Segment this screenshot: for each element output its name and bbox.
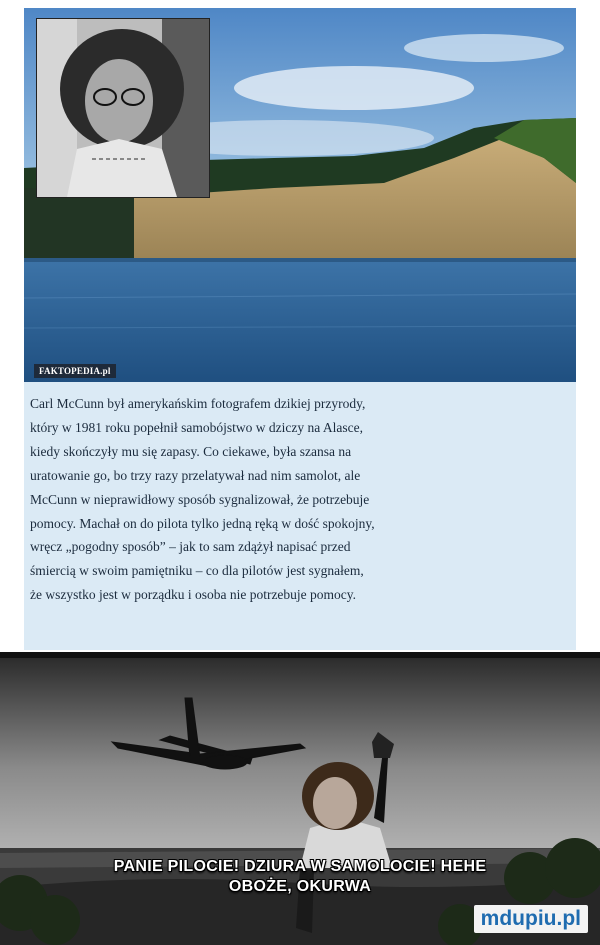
caption-line: wręcz „pogodny sposób” – jak to sam zdążył napisać przed [30,539,351,555]
caption-line: kiedy skończyły mu się zapasy. Co ciekawe, była szansa na [30,443,352,459]
faktopedia-watermark: FAKTOPEDIA.pl [34,364,116,378]
site-logo[interactable]: mdupiu.pl [474,905,588,933]
caption-line: uratowanie go, bo trzy razy przelatywał nad nim samolot, ale [30,467,361,483]
caption-line: który w 1981 roku popełnił samobójstwo w dziczy na Alasce, [30,419,363,435]
alaska-lake-photo [24,8,576,382]
caption-line: że wszystko jest w porządku i osoba nie potrzebuje pomocy. [30,587,357,603]
story-caption [30,392,575,607]
caption-line: McCunn w nieprawidłowy sposób sygnalizował, że potrzebuje [30,491,370,507]
meme-caption-line-1: PANIE PILOCIE! DZIURA W SAMOLOCIE! HEHE [113,858,487,875]
caption-line: śmiercią w swoim pamiętniku – co dla pilotów jest sygnałem, [30,563,364,579]
caption-line: Carl McCunn był amerykańskim fotografem dzikiej przyrody, [30,396,366,411]
carl-mccunn-portrait [36,18,210,198]
meme-scene [0,658,600,945]
meme-panel [0,658,600,945]
meme-caption-line-2: OBOŻE, OKURWA [228,878,372,895]
caption-line: pomocy. Machał on do pilota tylko jedną ręką w dość spokojny, [30,515,375,531]
top-panel [24,8,576,650]
